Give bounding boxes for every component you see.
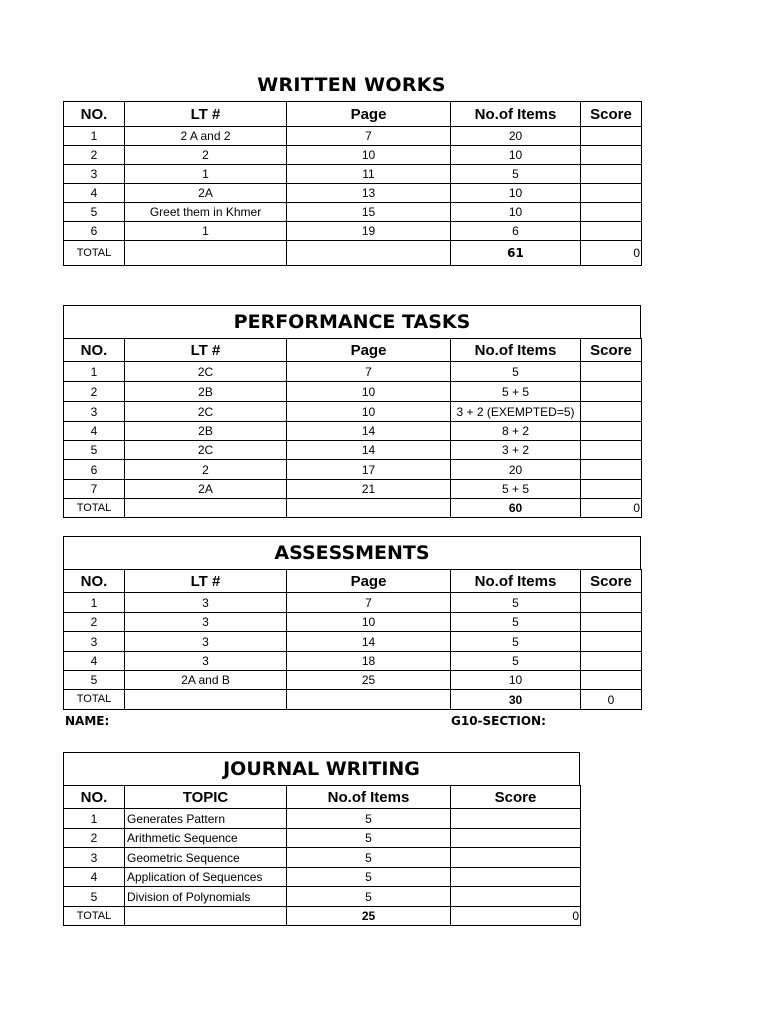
cell-score: [451, 809, 581, 829]
cell-no: 4: [64, 652, 125, 671]
col-header-no: NO.: [64, 102, 125, 127]
cell-no: 1: [64, 809, 125, 829]
cell-lt: 2A and B: [125, 671, 287, 690]
table-row: [64, 222, 642, 241]
cell-page: 17: [287, 460, 451, 480]
cell-topic: Application of Sequences: [125, 868, 287, 887]
total-label: TOTAL: [64, 907, 125, 926]
cell-page: 7: [287, 362, 451, 382]
total-lt: [125, 690, 287, 710]
total-score: 0: [581, 499, 642, 518]
table-row: [64, 422, 642, 441]
cell-no: 1: [64, 593, 125, 613]
cell-page: 13: [287, 184, 451, 203]
header-row: [64, 570, 642, 593]
total-score: 0: [451, 907, 581, 926]
total-lt: [125, 241, 287, 266]
cell-items: 6: [451, 222, 581, 241]
total-row: [64, 241, 642, 266]
cell-no: 5: [64, 441, 125, 460]
cell-page: 11: [287, 165, 451, 184]
table-row: [64, 829, 581, 848]
cell-score: [581, 165, 642, 184]
cell-lt: 1: [125, 165, 287, 184]
cell-page: 10: [287, 402, 451, 422]
cell-items: 3 + 2: [451, 441, 581, 460]
table-row: [64, 671, 642, 690]
cell-items: 5: [287, 829, 451, 848]
cell-no: 4: [64, 868, 125, 887]
cell-no: 4: [64, 422, 125, 441]
cell-no: 3: [64, 848, 125, 868]
cell-lt: 2C: [125, 362, 287, 382]
cell-score: [581, 184, 642, 203]
cell-items: 5 + 5: [451, 480, 581, 499]
cell-page: 10: [287, 382, 451, 402]
col-header-page: Page: [287, 570, 451, 593]
col-header-lt: LT #: [125, 102, 287, 127]
cell-no: 5: [64, 203, 125, 222]
table-row: [64, 203, 642, 222]
cell-score: [581, 402, 642, 422]
table-row: [64, 402, 642, 422]
cell-items: 10: [451, 671, 581, 690]
cell-lt: 2B: [125, 382, 287, 402]
table-row: [64, 165, 642, 184]
cell-score: [581, 422, 642, 441]
cell-page: 25: [287, 671, 451, 690]
cell-no: 2: [64, 829, 125, 848]
col-header-page: Page: [287, 102, 451, 127]
written-works-title: WRITTEN WORKS: [257, 74, 446, 96]
table-row: [64, 382, 642, 402]
col-header-items: No.of Items: [451, 102, 581, 127]
cell-score: [581, 362, 642, 382]
total-row: [64, 499, 642, 518]
col-header-score: Score: [451, 786, 581, 809]
cell-score: [451, 829, 581, 848]
col-header-items: No.of Items: [287, 786, 451, 809]
total-page: [287, 499, 451, 518]
table-row: [64, 146, 642, 165]
table-row: [64, 632, 642, 652]
header-row: [64, 339, 642, 362]
cell-page: 7: [287, 127, 451, 146]
assessments-title: ASSESSMENTS: [63, 536, 641, 569]
col-header-lt: LT #: [125, 339, 287, 362]
total-label: TOTAL: [64, 241, 125, 266]
col-header-score: Score: [581, 102, 642, 127]
cell-page: 21: [287, 480, 451, 499]
cell-lt: Greet them in Khmer: [125, 203, 287, 222]
total-label: TOTAL: [64, 499, 125, 518]
table-row: [64, 613, 642, 632]
cell-score: [451, 848, 581, 868]
total-items: 61: [451, 241, 581, 266]
name-label: NAME:: [65, 714, 110, 728]
cell-lt: 3: [125, 593, 287, 613]
cell-score: [581, 146, 642, 165]
cell-items: 20: [451, 127, 581, 146]
cell-lt: 2B: [125, 422, 287, 441]
total-lt: [125, 499, 287, 518]
cell-score: [451, 868, 581, 887]
table-row: [64, 460, 642, 480]
col-header-score: Score: [581, 339, 642, 362]
cell-lt: 2C: [125, 441, 287, 460]
cell-lt: 2A: [125, 184, 287, 203]
cell-items: 5: [451, 165, 581, 184]
assessments-table: [63, 569, 642, 710]
cell-score: [581, 127, 642, 146]
written-works-table: [63, 101, 642, 266]
cell-lt: 2C: [125, 402, 287, 422]
cell-items: 5: [451, 632, 581, 652]
cell-no: 2: [64, 613, 125, 632]
cell-page: 14: [287, 441, 451, 460]
journal-writing-table: [63, 785, 581, 926]
col-header-lt: LT #: [125, 570, 287, 593]
table-row: [64, 887, 581, 907]
cell-no: 3: [64, 402, 125, 422]
total-items: 60: [451, 499, 581, 518]
table-row: [64, 848, 581, 868]
header-row: [64, 786, 581, 809]
cell-no: 6: [64, 222, 125, 241]
performance-tasks-title: PERFORMANCE TASKS: [63, 305, 641, 338]
cell-topic: Division of Polynomials: [125, 887, 287, 907]
cell-no: 4: [64, 184, 125, 203]
cell-score: [581, 652, 642, 671]
table-row: [64, 441, 642, 460]
cell-page: 10: [287, 146, 451, 165]
table-row: [64, 480, 642, 499]
col-header-no: NO.: [64, 339, 125, 362]
section-label: G10-SECTION:: [451, 714, 546, 728]
total-items: 25: [287, 907, 451, 926]
cell-score: [581, 480, 642, 499]
cell-no: 1: [64, 362, 125, 382]
col-header-score: Score: [581, 570, 642, 593]
cell-items: 3 + 2 (EXEMPTED=5): [451, 402, 581, 422]
table-row: [64, 184, 642, 203]
cell-items: 8 + 2: [451, 422, 581, 441]
total-topic: [125, 907, 287, 926]
total-page: [287, 241, 451, 266]
cell-page: 7: [287, 593, 451, 613]
total-score: 0: [581, 690, 642, 710]
cell-items: 5: [451, 593, 581, 613]
cell-no: 5: [64, 671, 125, 690]
cell-no: 6: [64, 460, 125, 480]
cell-items: 5: [287, 887, 451, 907]
cell-items: 10: [451, 184, 581, 203]
cell-score: [581, 441, 642, 460]
cell-page: 14: [287, 422, 451, 441]
cell-no: 5: [64, 887, 125, 907]
table-row: [64, 593, 642, 613]
cell-items: 5: [451, 362, 581, 382]
cell-no: 1: [64, 127, 125, 146]
cell-lt: 2: [125, 146, 287, 165]
total-score: 0: [581, 241, 642, 266]
cell-page: 10: [287, 613, 451, 632]
performance-tasks-table: [63, 338, 642, 518]
cell-no: 3: [64, 165, 125, 184]
cell-lt: 2: [125, 460, 287, 480]
cell-items: 20: [451, 460, 581, 480]
col-header-items: No.of Items: [451, 339, 581, 362]
cell-score: [581, 222, 642, 241]
table-row: [64, 809, 581, 829]
col-header-no: NO.: [64, 570, 125, 593]
table-row: [64, 362, 642, 382]
total-row: [64, 907, 581, 926]
cell-score: [451, 887, 581, 907]
cell-topic: Geometric Sequence: [125, 848, 287, 868]
cell-page: 19: [287, 222, 451, 241]
cell-score: [581, 382, 642, 402]
table-row: [64, 652, 642, 671]
col-header-page: Page: [287, 339, 451, 362]
cell-page: 15: [287, 203, 451, 222]
cell-score: [581, 671, 642, 690]
cell-lt: 2A: [125, 480, 287, 499]
total-page: [287, 690, 451, 710]
cell-no: 7: [64, 480, 125, 499]
cell-items: 10: [451, 146, 581, 165]
cell-no: 2: [64, 146, 125, 165]
col-header-no: NO.: [64, 786, 125, 809]
total-label: TOTAL: [64, 690, 125, 710]
total-row: [64, 690, 642, 710]
header-row: [64, 102, 642, 127]
cell-no: 3: [64, 632, 125, 652]
cell-score: [581, 460, 642, 480]
table-row: [64, 868, 581, 887]
cell-items: 5: [287, 868, 451, 887]
cell-lt: 1: [125, 222, 287, 241]
cell-score: [581, 203, 642, 222]
cell-score: [581, 593, 642, 613]
col-header-topic: TOPIC: [125, 786, 287, 809]
col-header-items: No.of Items: [451, 570, 581, 593]
cell-score: [581, 632, 642, 652]
cell-no: 2: [64, 382, 125, 402]
cell-lt: 3: [125, 613, 287, 632]
cell-page: 18: [287, 652, 451, 671]
journal-writing-title: JOURNAL WRITING: [63, 752, 580, 785]
cell-topic: Arithmetic Sequence: [125, 829, 287, 848]
cell-items: 5 + 5: [451, 382, 581, 402]
cell-lt: 3: [125, 652, 287, 671]
cell-lt: 3: [125, 632, 287, 652]
cell-topic: Generates Pattern: [125, 809, 287, 829]
total-items: 30: [451, 690, 581, 710]
cell-items: 10: [451, 203, 581, 222]
cell-items: 5: [287, 809, 451, 829]
cell-lt: 2 A and 2: [125, 127, 287, 146]
cell-items: 5: [287, 848, 451, 868]
cell-items: 5: [451, 652, 581, 671]
cell-items: 5: [451, 613, 581, 632]
cell-page: 14: [287, 632, 451, 652]
cell-score: [581, 613, 642, 632]
table-row: [64, 127, 642, 146]
